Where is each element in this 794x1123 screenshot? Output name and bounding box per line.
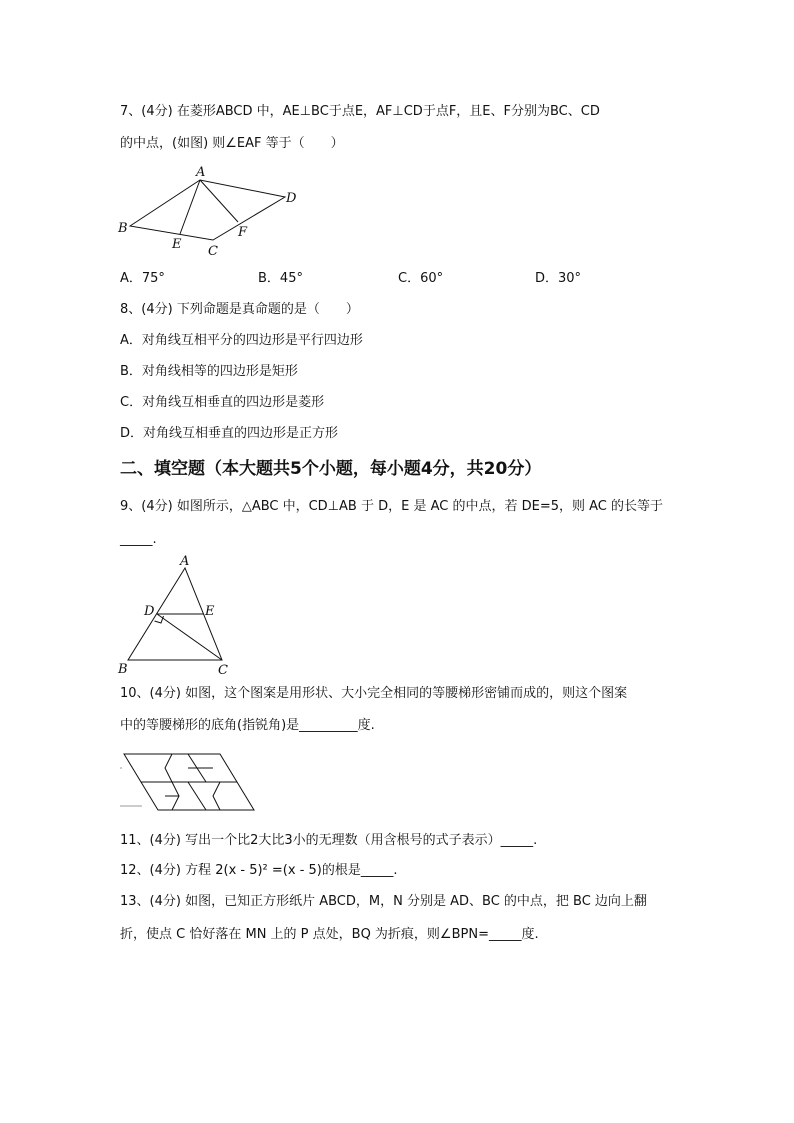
q8-option-c[interactable]: C．对角线互相垂直的四边形是菱形 [120,395,325,410]
q7-option-d[interactable]: D．30° [535,271,582,286]
q7-label-B: B [118,221,128,236]
q9-stem-line2: _____. [120,532,157,547]
q7-stem-line1: 7、(4分) 在菱形ABCD 中，AE⊥BC于点E，AF⊥CD于点F，且E、F分别为BC、CD [120,104,600,119]
q7-label-C: C [208,244,218,259]
q9-label-B: B [118,662,128,677]
q7-option-b[interactable]: B．45° [258,271,303,286]
q7-option-c[interactable]: C．60° [398,271,444,286]
q9-label-E: E [205,604,215,619]
q10-trapezoid-tiling-figure [118,748,263,818]
q9-label-C: C [218,663,228,678]
q7-label-E: E [172,237,182,252]
q9-label-A: A [180,554,190,569]
q7-stem-line2: 的中点，(如图) 则∠EAF 等于（ ） [120,136,344,151]
q8-option-a[interactable]: A．对角线互相平分的四边形是平行四边形 [120,333,363,348]
section-2-title: 二、填空题（本大题共5个小题，每小题4分，共20分） [120,459,542,479]
q9-triangle-figure [112,552,242,678]
q9-label-D: D [144,604,155,619]
q9-stem-line1: 9、(4分) 如图所示，△ABC 中，CD⊥AB 于 D，E 是 AC 的中点，若 DE=5，则 AC 的长等于 [120,499,663,514]
q8-stem: 8、(4分) 下列命题是真命题的是（ ） [120,302,359,317]
q11-stem: 11、(4分) 写出一个比2大比3小的无理数（用含根号的式子表示）_____. [120,833,538,848]
q7-rhombus-figure [110,160,310,260]
q12-stem: 12、(4分) 方程 2(x - 5)² =(x - 5)的根是_____. [120,863,398,878]
q10-stem-line1: 10、(4分) 如图，这个图案是用形状、大小完全相同的等腰梯形密铺而成的，则这个图案 [120,686,628,701]
q7-label-D: D [286,191,297,206]
q7-label-F: F [238,225,248,240]
q8-option-b[interactable]: B．对角线相等的四边形是矩形 [120,364,298,379]
q13-stem-line2: 折，使点 C 恰好落在 MN 上的 P 点处，BQ 为折痕，则∠BPN=_____度. [120,927,539,942]
q7-option-a[interactable]: A．75° [120,271,165,286]
q8-option-d[interactable]: D．对角线互相垂直的四边形是正方形 [120,426,339,441]
q7-label-A: A [196,165,206,180]
q10-stem-line2: 中的等腰梯形的底角(指锐角)是_________度. [120,718,375,733]
q13-stem-line1: 13、(4分) 如图，已知正方形纸片 ABCD，M，N 分别是 AD、BC 的中点，把 BC 边向上翻 [120,894,647,909]
